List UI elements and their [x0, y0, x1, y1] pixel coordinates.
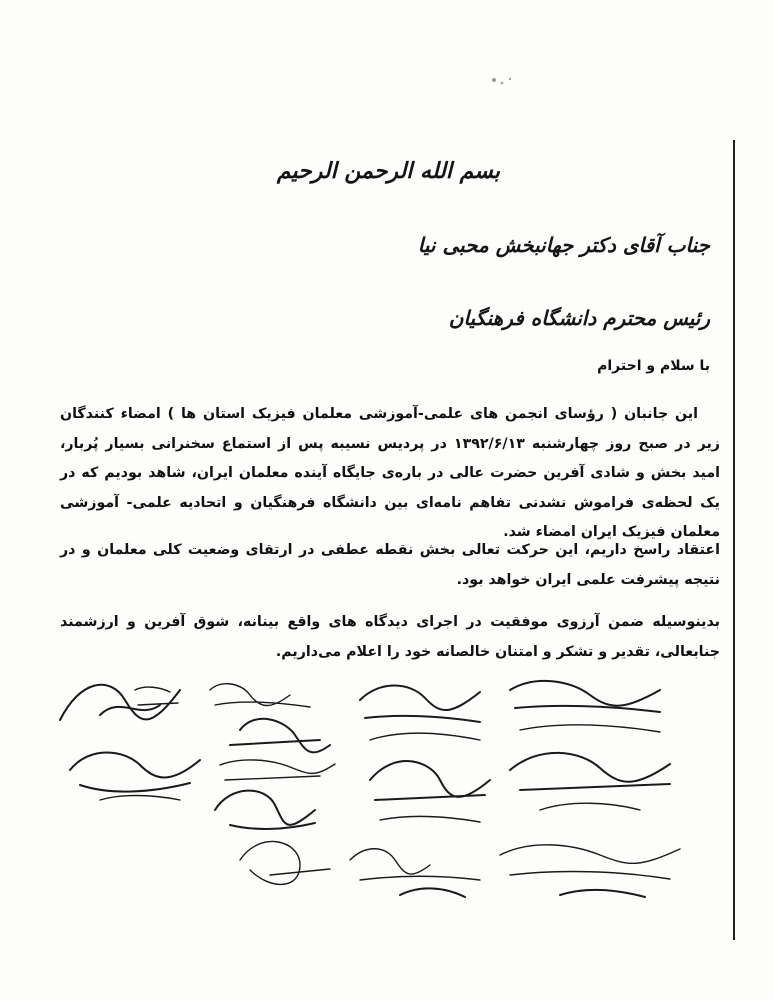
basmala: بسم الله الرحمن الرحیم [276, 158, 500, 184]
scan-speck [488, 74, 516, 88]
signature-3 [210, 684, 330, 753]
recipient-line-1: جناب آقای دکتر جهانبخش محبی نیا [417, 233, 710, 257]
salutation: با سلام و احترام [597, 358, 710, 374]
signature-6 [360, 686, 480, 741]
paragraph-1: این جانبان ( رؤسای انجمن های علمی-آموزشی معلمان فیزیک استان ها ) امضاء کنندگان زیر در صبح روز چهارشنبه ۱۳۹۲/۶/۱۳ در پردیس نسیبه پس از استماع سخنرانی بسیار پُربار، امید بخش و شادی آفرین حضرت عالی در باره‌ی جایگاه آینده معلمان ایران، شاهد بودیم که در یک لحظه‌ی فراموش نشدنی تفاهم نامه‌ای بین دانشگاه فرهنگیان و اتحادیه علمی- آموزشی معلمان فیزیک ایران امضاء شد. [60, 406, 720, 540]
signature-4 [215, 760, 335, 829]
signature-11 [500, 845, 680, 897]
signature-10 [510, 753, 670, 810]
margin-line [733, 140, 735, 940]
recipient-line-2: رئیس محترم دانشگاه فرهنگیان [448, 306, 710, 330]
signature-9 [510, 681, 660, 732]
paragraph-2: اعتقاد راسخ داریم، این حرکت تعالی بخش نقطه عطفی در ارتقای وضعیت کلی معلمان و در نتیجه پیشرفت علمی ایران خواهد بود. [60, 542, 720, 588]
signatures-area [40, 660, 730, 920]
signature-1 [60, 685, 180, 720]
signature-8 [350, 849, 480, 897]
signature-2 [70, 753, 200, 801]
signature-5 [240, 841, 330, 884]
paragraph-3: بدینوسیله ضمن آرزوی موفقیت در اجرای دیدگاه های واقع بینانه، شوق آفرین و ارزشمند جنابعالی، تقدیر و تشکر و امتنان خالصانه خود را اعلام می‌داریم. [60, 614, 720, 660]
signature-7 [370, 761, 490, 822]
